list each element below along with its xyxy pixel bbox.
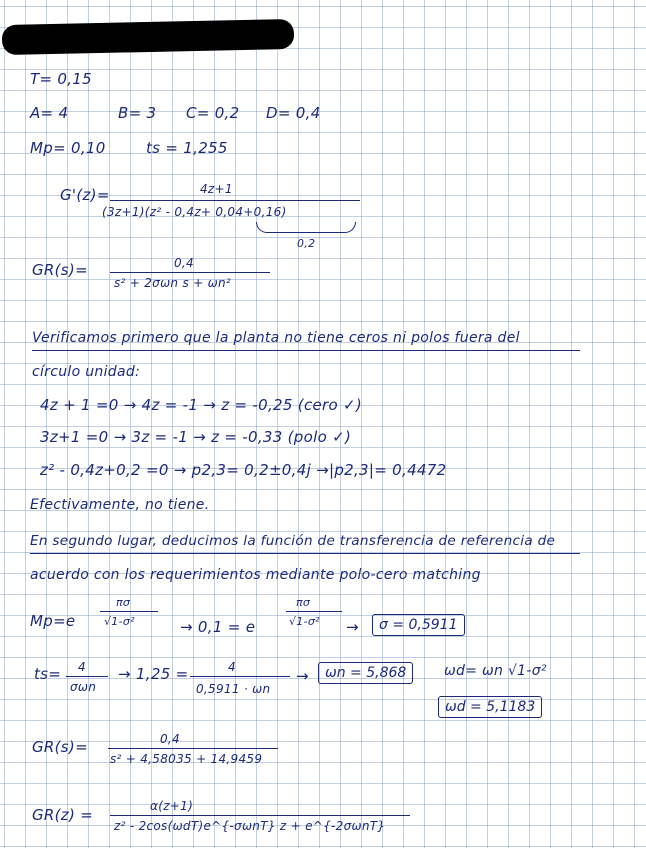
- mp-exp2-frac: [286, 611, 342, 612]
- mp-exp-den: √1-σ²: [104, 615, 135, 628]
- grz-den: z² - 2cos(ωdT)e^{-σωnT} z + e^{-2σωnT}: [114, 819, 386, 833]
- param-t: T= 0,15: [30, 70, 92, 88]
- mp-exp-frac: [100, 611, 158, 612]
- gprime-brace: [256, 222, 356, 233]
- verify-eq2: 3z+1 =0 → 3z = -1 → z = -0,33 (polo ✓): [40, 428, 352, 446]
- ts-den2: 0,5911 · ωn: [196, 682, 271, 696]
- second-line1: En segundo lugar, deducimos la función de transferencia de referencia de: [30, 533, 556, 549]
- param-d: D= 0,4: [266, 104, 321, 122]
- ts-result-box: ωn = 5,868: [318, 662, 413, 684]
- mp-result-box: σ = 0,5911: [372, 614, 465, 636]
- ts-frac2: [190, 676, 290, 677]
- grs2-den: s² + 4,58035 + 14,9459: [110, 752, 263, 766]
- verify-eq3: z² - 0,4z+0,2 =0 → p2,3= 0,2±0,4j →|p2,3|= 0,4472: [40, 461, 447, 479]
- param-b: B= 3: [118, 104, 157, 122]
- verify-conclusion: Efectivamente, no tiene.: [30, 497, 210, 513]
- second-line1-rule: [30, 553, 580, 554]
- grs2-lhs: GR(s)=: [32, 738, 88, 756]
- gprime-brace-value: 0,2: [297, 237, 316, 250]
- gprime-num: 4z+1: [200, 182, 233, 196]
- grs1-lhs: GR(s)=: [32, 261, 88, 279]
- gprime-frac-line: [110, 200, 360, 201]
- ts-num: 4: [78, 660, 86, 674]
- ts-num2: 4: [228, 660, 236, 674]
- param-ts: ts = 1,255: [146, 139, 228, 157]
- ts-arrow: →: [296, 667, 309, 685]
- mp-lhs: Mp=e: [30, 612, 76, 630]
- grs1-den: s² + 2σωn s + ωn²: [114, 276, 231, 290]
- gprime-lhs: G'(z)=: [60, 186, 110, 204]
- verify-line1-rule: [32, 350, 580, 351]
- grz-num: α(z+1): [150, 799, 194, 813]
- wd-formula: ωd= ωn √1-σ²: [444, 663, 547, 679]
- mp-arrow: → 0,1 = e: [180, 618, 256, 636]
- ts-lhs: ts=: [34, 665, 62, 683]
- ts-den: σωn: [70, 680, 97, 694]
- mp-arrow2: →: [346, 618, 359, 636]
- mp-exp2-num: πσ: [296, 596, 311, 609]
- second-line2: acuerdo con los requerimientos mediante polo-cero matching: [30, 567, 481, 583]
- wd-result-box: ωd = 5,1183: [438, 696, 542, 718]
- grz-frac: [110, 815, 410, 816]
- mp-exp2-den: √1-σ²: [289, 615, 320, 628]
- ts-frac: [66, 676, 108, 677]
- grs1-frac-line: [110, 272, 270, 273]
- grs1-num: 0,4: [174, 256, 194, 270]
- mp-exp-num: πσ: [116, 596, 131, 609]
- grz-lhs: GR(z) =: [32, 806, 94, 824]
- param-a: A= 4: [30, 104, 69, 122]
- grs2-frac: [108, 748, 278, 749]
- param-mp: Mp= 0,10: [30, 139, 106, 157]
- verify-line1: Verificamos primero que la planta no tiene ceros ni polos fuera del: [32, 330, 520, 346]
- param-c: C= 0,2: [186, 104, 240, 122]
- grs2-num: 0,4: [160, 732, 180, 746]
- verify-line2: círculo unidad:: [32, 364, 141, 380]
- ts-mid: → 1,25 =: [118, 665, 189, 683]
- redaction-bar: [2, 19, 295, 55]
- gprime-den: (3z+1)(z² - 0,4z+ 0,04+0,16): [102, 205, 287, 219]
- verify-eq1: 4z + 1 =0 → 4z = -1 → z = -0,25 (cero ✓): [40, 396, 363, 414]
